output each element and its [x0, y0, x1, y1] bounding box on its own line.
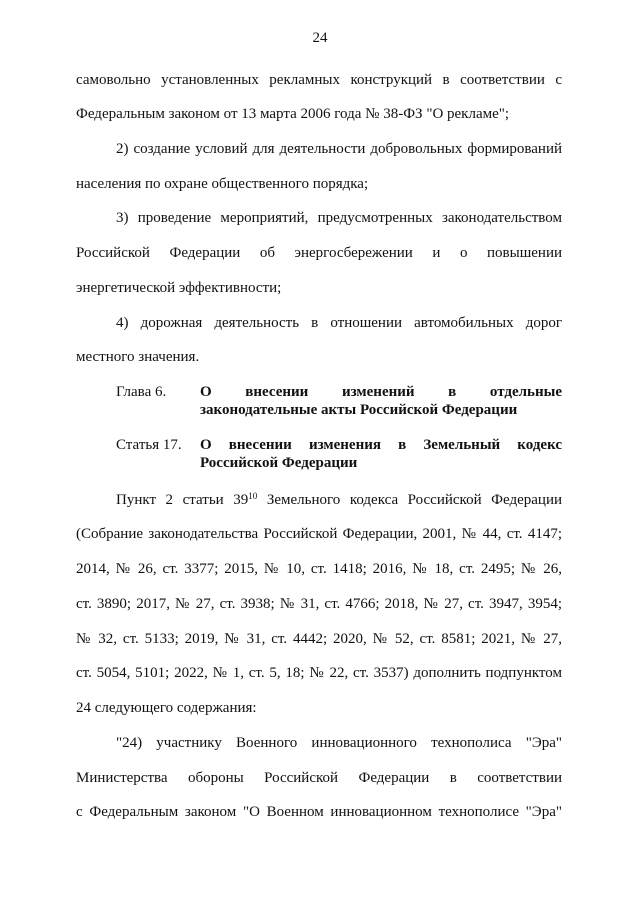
chapter-title: О внесении изменений в отдельные [200, 384, 562, 400]
text-line: населения по охране общественного порядка; [76, 176, 369, 192]
list-item-4: 4) дорожная деятельность в отношении автомобильных дорог [116, 315, 562, 331]
text-line: Федеральным законом от 13 марта 2006 года № 38-ФЗ "О рекламе"; [76, 106, 510, 122]
chapter-label: Глава 6. [116, 384, 167, 400]
text-line: местного значения. [76, 349, 200, 365]
superscript: 10 [248, 491, 258, 501]
text-line: с Федеральным законом "О Военном инновационном технополисе "Эра" [76, 804, 562, 820]
text-line: Министерства обороны Российской Федерации в соответствии [76, 770, 562, 786]
chapter-title-cont: законодательные акты Российской Федерации [200, 402, 518, 418]
list-item-2: 2) создание условий для деятельности добровольных формирований [116, 141, 562, 157]
paragraph-first-line [116, 491, 562, 509]
page-number: 24 [312, 30, 328, 46]
article-title-cont: Российской Федерации [200, 455, 358, 471]
list-item-3: 3) проведение мероприятий, предусмотренных законодательством [116, 210, 562, 226]
text-line: № 32, ст. 5133; 2019, № 31, ст. 4442; 2020, № 52, ст. 8581; 2021, № 27, [76, 631, 562, 647]
article-label: Статья 17. [116, 437, 182, 453]
text-line: энергетической эффективности; [76, 280, 282, 296]
text-line: (Собрание законодательства Российской Федерации, 2001, № 44, ст. 4147; [76, 526, 562, 542]
text-line: самовольно установленных рекламных конструкций в соответствии с [76, 72, 562, 88]
text-line: ст. 3890; 2017, № 27, ст. 3938; № 31, ст. 4766; 2018, № 27, ст. 3947, 3954; [76, 596, 562, 612]
text-span: Земельного кодекса Российской Федерации [257, 492, 563, 508]
text-line: 2014, № 26, ст. 3377; 2015, № 10, ст. 1418; 2016, № 18, ст. 2495; № 26, [76, 561, 562, 577]
article-title: О внесении изменения в Земельный кодекс [200, 437, 562, 453]
text-line: ст. 5054, 5101; 2022, № 1, ст. 5, 18; № 22, ст. 3537) дополнить подпунктом [76, 665, 562, 681]
text-span: Пункт 2 статьи 39 [116, 492, 249, 508]
quote-first-line: "24) участнику Военного инновационного технополиса "Эра" [116, 735, 562, 751]
text-line: Российской Федерации об энергосбережении и о повышении [76, 245, 562, 261]
text-line: 24 следующего содержания: [76, 700, 257, 716]
